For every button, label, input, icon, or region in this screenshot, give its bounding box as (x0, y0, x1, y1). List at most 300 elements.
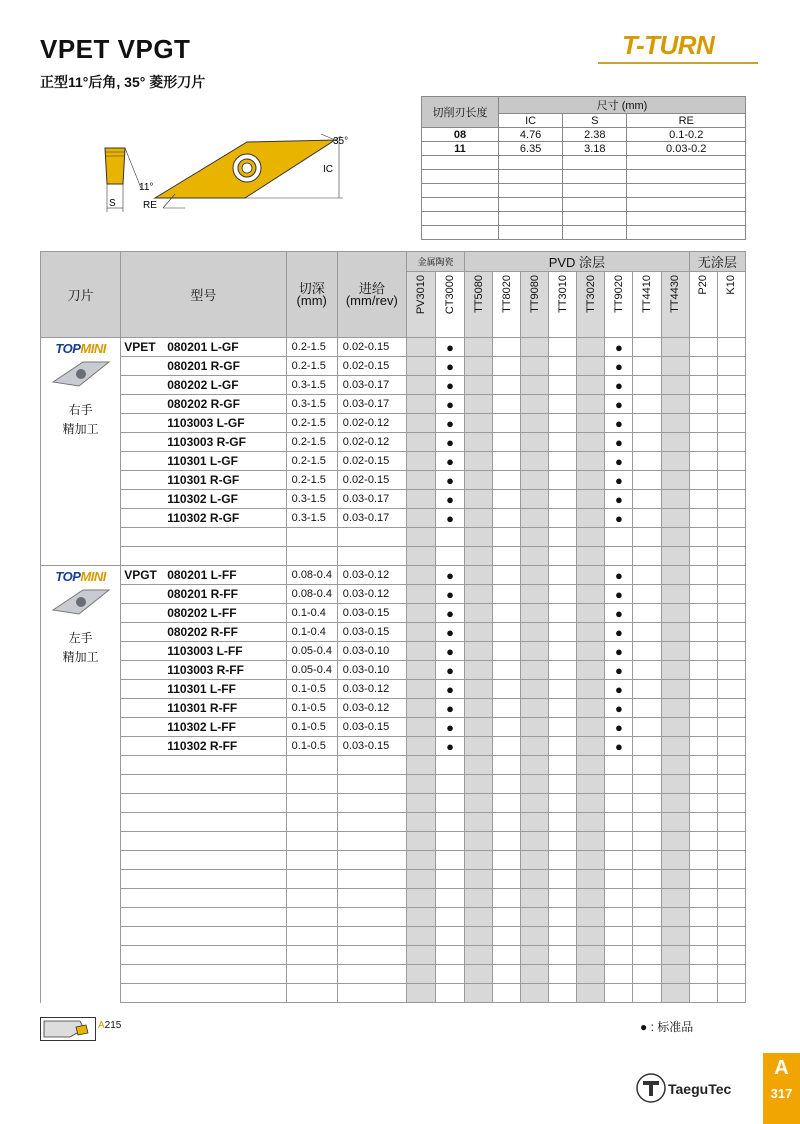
grade-cell: ● (436, 737, 465, 756)
grade-cell (549, 433, 577, 452)
model-cell: VPGT 080201 L-FF (121, 566, 286, 585)
grade-cell (465, 908, 493, 927)
grade-cell (661, 338, 689, 357)
grade-cell (633, 889, 661, 908)
grade-cell (465, 338, 493, 357)
grade-cell (465, 433, 493, 452)
grade-cell (717, 452, 745, 471)
grade-cell (661, 832, 689, 851)
grade-cell (605, 927, 633, 946)
grade-cell (493, 908, 521, 927)
grade-cell (661, 566, 689, 585)
grade-cell (577, 889, 605, 908)
grade-cell (521, 490, 549, 509)
feed-cell (337, 851, 406, 870)
grade-cell (465, 547, 493, 566)
model-cell: 110302 L-FF (121, 718, 286, 737)
grade-cell (689, 946, 717, 965)
grade-cell (521, 585, 549, 604)
table-row (41, 509, 746, 528)
feed-cell (337, 775, 406, 794)
grade-cell: ● (605, 737, 633, 756)
grade-cell (661, 604, 689, 623)
insert-photo-icon (49, 356, 113, 392)
grade-cell (689, 547, 717, 566)
grade-cell (633, 851, 661, 870)
group-cermet: 金属陶瓷 (406, 252, 464, 272)
grade-cell (717, 756, 745, 775)
grade-cell (521, 547, 549, 566)
grade-cell (406, 471, 435, 490)
grade-cell (717, 585, 745, 604)
grade-cell (493, 946, 521, 965)
grade-cell (406, 604, 435, 623)
grade-cell (436, 908, 465, 927)
grade-cell (493, 528, 521, 547)
dim-row-empty (422, 170, 746, 184)
grade-cell (689, 737, 717, 756)
grade-cell (661, 661, 689, 680)
grade-cell (577, 585, 605, 604)
feed-cell: 0.02-0.15 (337, 452, 406, 471)
grade-cell (717, 832, 745, 851)
grade-cell (406, 642, 435, 661)
table-row-empty (41, 984, 746, 1003)
grade-cell (549, 927, 577, 946)
depth-cell: 0.1-0.4 (286, 604, 337, 623)
feed-cell: 0.03-0.15 (337, 623, 406, 642)
grade-cell (717, 509, 745, 528)
model-cell (121, 813, 286, 832)
grade-cell (406, 376, 435, 395)
grade-cell (717, 338, 745, 357)
model-cell (121, 756, 286, 775)
grade-cell (406, 927, 435, 946)
grade-cell (549, 471, 577, 490)
grade-header: TT5080 (465, 272, 493, 338)
grade-cell (577, 908, 605, 927)
grade-cell (521, 661, 549, 680)
model-cell: 080201 R-FF (121, 585, 286, 604)
grade-cell (521, 927, 549, 946)
grade-cell (549, 414, 577, 433)
grade-cell (521, 775, 549, 794)
grade-cell (661, 528, 689, 547)
depth-cell: 0.3-1.5 (286, 376, 337, 395)
grade-cell (406, 661, 435, 680)
grade-cell (633, 794, 661, 813)
grade-cell (689, 395, 717, 414)
grade-cell (521, 946, 549, 965)
grade-cell (577, 604, 605, 623)
grade-cell (493, 604, 521, 623)
grade-cell (406, 718, 435, 737)
grade-cell (717, 908, 745, 927)
feed-cell: 0.03-0.15 (337, 737, 406, 756)
grade-cell (406, 357, 435, 376)
group-pvd: PVD 涂层 (465, 252, 690, 272)
grade-cell (465, 566, 493, 585)
depth-cell: 0.3-1.5 (286, 509, 337, 528)
grade-cell (521, 604, 549, 623)
feed-cell (337, 547, 406, 566)
grade-header: P20 (689, 272, 717, 338)
grade-cell (689, 661, 717, 680)
insert-photo-icon (49, 584, 113, 620)
grade-cell (436, 794, 465, 813)
grade-cell (717, 680, 745, 699)
grade-cell (406, 908, 435, 927)
grade-cell (493, 357, 521, 376)
grade-cell (577, 509, 605, 528)
grade-cell (465, 661, 493, 680)
dim-sub-ic: IC (499, 114, 563, 128)
grade-cell (549, 642, 577, 661)
grade-header: CT3000 (436, 272, 465, 338)
grade-cell (465, 395, 493, 414)
grade-cell (661, 376, 689, 395)
grade-cell (717, 547, 745, 566)
model-cell (121, 870, 286, 889)
grade-cell (633, 623, 661, 642)
topmini-badge: TOPMINI (55, 569, 106, 584)
grade-cell (661, 870, 689, 889)
label-ic: IC (323, 164, 333, 175)
grade-cell: ● (605, 699, 633, 718)
grade-cell (577, 775, 605, 794)
grade-cell (493, 851, 521, 870)
grade-header: TT3010 (549, 272, 577, 338)
feed-cell (337, 756, 406, 775)
grade-cell (406, 775, 435, 794)
table-row (41, 490, 746, 509)
grade-cell (661, 699, 689, 718)
grade-cell (493, 338, 521, 357)
grade-cell (605, 832, 633, 851)
grade-cell (689, 699, 717, 718)
feed-cell (337, 946, 406, 965)
grade-cell (406, 585, 435, 604)
label-re: RE (143, 200, 157, 211)
grade-cell (605, 984, 633, 1003)
grade-cell (549, 832, 577, 851)
insert-application: 左手 精加工 (62, 631, 99, 664)
grade-cell (717, 946, 745, 965)
grade-cell (661, 452, 689, 471)
taegutec-logo-icon (636, 1073, 666, 1103)
grade-cell (577, 566, 605, 585)
grade-cell: ● (436, 680, 465, 699)
grade-cell (577, 490, 605, 509)
model-cell (121, 984, 286, 1003)
model-cell: 1103003 L-GF (121, 414, 286, 433)
table-row (41, 338, 746, 357)
grade-cell (717, 699, 745, 718)
depth-cell: 0.08-0.4 (286, 566, 337, 585)
grade-cell (406, 623, 435, 642)
grade-cell (493, 661, 521, 680)
insert-side-view (105, 148, 125, 184)
grade-cell (717, 870, 745, 889)
grade-cell (689, 338, 717, 357)
grade-cell (633, 338, 661, 357)
grade-cell (436, 946, 465, 965)
depth-cell (286, 528, 337, 547)
topmini-badge: TOPMINI (55, 341, 106, 356)
table-row-empty (41, 528, 746, 547)
feed-cell: 0.03-0.12 (337, 699, 406, 718)
grade-cell (549, 357, 577, 376)
grade-cell (465, 623, 493, 642)
depth-cell: 0.2-1.5 (286, 338, 337, 357)
grade-cell (549, 395, 577, 414)
grade-cell (661, 851, 689, 870)
grade-cell (521, 528, 549, 547)
grade-cell (493, 452, 521, 471)
grade-cell (436, 775, 465, 794)
grade-cell (661, 927, 689, 946)
grade-cell (521, 452, 549, 471)
grade-cell (493, 813, 521, 832)
grade-cell (661, 737, 689, 756)
grade-cell (549, 585, 577, 604)
grade-cell (633, 965, 661, 984)
label-angle-top: 35° (333, 136, 349, 147)
grade-cell (465, 357, 493, 376)
depth-cell (286, 775, 337, 794)
grade-cell (717, 813, 745, 832)
grade-cell (436, 889, 465, 908)
grade-cell (689, 832, 717, 851)
grade-cell (521, 471, 549, 490)
model-cell: 1103003 L-FF (121, 642, 286, 661)
feed-cell: 0.02-0.15 (337, 471, 406, 490)
grade-cell: ● (436, 376, 465, 395)
grade-cell (661, 623, 689, 642)
grade-cell (689, 984, 717, 1003)
grade-cell (717, 623, 745, 642)
grade-header: K10 (717, 272, 745, 338)
grade-cell (633, 737, 661, 756)
grade-cell (465, 604, 493, 623)
label-angle-side: 11° (139, 182, 154, 193)
feed-cell: 0.03-0.17 (337, 376, 406, 395)
grade-cell (661, 965, 689, 984)
grade-cell (717, 794, 745, 813)
grade-cell (577, 965, 605, 984)
grade-cell (436, 870, 465, 889)
grade-header: TT3020 (577, 272, 605, 338)
grade-cell (549, 661, 577, 680)
grade-cell (661, 984, 689, 1003)
grade-cell (661, 509, 689, 528)
grade-cell (406, 737, 435, 756)
model-cell: 080202 R-GF (121, 395, 286, 414)
grade-cell (689, 908, 717, 927)
depth-cell (286, 889, 337, 908)
model-cell: 110301 R-FF (121, 699, 286, 718)
grade-cell: ● (605, 680, 633, 699)
grade-cell (633, 357, 661, 376)
grade-cell (633, 604, 661, 623)
grade-cell (549, 528, 577, 547)
grade-cell (406, 699, 435, 718)
depth-cell (286, 547, 337, 566)
grade-cell (465, 699, 493, 718)
grade-cell (689, 604, 717, 623)
grade-cell (406, 851, 435, 870)
grade-cell (493, 509, 521, 528)
grade-cell (689, 718, 717, 737)
depth-cell: 0.2-1.5 (286, 433, 337, 452)
model-cell: 110302 R-FF (121, 737, 286, 756)
grade-cell (577, 452, 605, 471)
grade-cell (549, 813, 577, 832)
grade-cell (717, 851, 745, 870)
depth-cell: 0.1-0.5 (286, 718, 337, 737)
grade-cell (633, 699, 661, 718)
feed-cell: 0.03-0.15 (337, 604, 406, 623)
depth-cell (286, 794, 337, 813)
grade-cell (493, 547, 521, 566)
grade-cell: ● (436, 471, 465, 490)
grade-cell (493, 737, 521, 756)
grade-cell (577, 680, 605, 699)
model-cell: 110301 L-FF (121, 680, 286, 699)
grade-cell (493, 927, 521, 946)
grade-cell (689, 756, 717, 775)
grade-cell (406, 338, 435, 357)
grade-cell: ● (605, 452, 633, 471)
grade-cell: ● (436, 338, 465, 357)
grade-cell: ● (605, 604, 633, 623)
grade-cell (406, 680, 435, 699)
grade-cell (689, 528, 717, 547)
page-tab (763, 1053, 800, 1124)
grade-cell (633, 547, 661, 566)
grade-cell (605, 889, 633, 908)
grade-cell (549, 699, 577, 718)
depth-cell: 0.1-0.5 (286, 680, 337, 699)
feed-cell: 0.02-0.15 (337, 338, 406, 357)
model-cell: 080201 R-GF (121, 357, 286, 376)
grade-cell: ● (436, 414, 465, 433)
grade-cell: ● (605, 566, 633, 585)
grade-cell (577, 623, 605, 642)
grade-cell (633, 509, 661, 528)
grade-cell (661, 433, 689, 452)
grade-cell (406, 490, 435, 509)
grade-cell (406, 965, 435, 984)
grade-cell (406, 547, 435, 566)
grade-cell: ● (436, 452, 465, 471)
grade-cell (406, 756, 435, 775)
grade-cell (549, 604, 577, 623)
grade-cell: ● (436, 395, 465, 414)
dimension-table (421, 96, 746, 240)
dim-sub-re: RE (627, 114, 746, 128)
grade-cell (717, 357, 745, 376)
feed-cell (337, 965, 406, 984)
model-cell: 1103003 R-GF (121, 433, 286, 452)
grade-cell (493, 699, 521, 718)
grade-cell (465, 870, 493, 889)
grade-cell (717, 965, 745, 984)
grade-cell (465, 528, 493, 547)
table-row (41, 414, 746, 433)
grade-cell (465, 718, 493, 737)
grade-cell: ● (605, 623, 633, 642)
grade-cell (605, 756, 633, 775)
grade-cell (689, 509, 717, 528)
grade-cell (436, 547, 465, 566)
grade-cell (493, 376, 521, 395)
grade-cell (549, 851, 577, 870)
grade-cell: ● (605, 433, 633, 452)
grade-cell (493, 490, 521, 509)
grade-cell (465, 984, 493, 1003)
feed-cell: 0.03-0.15 (337, 718, 406, 737)
grade-cell (521, 984, 549, 1003)
feed-cell: 0.03-0.17 (337, 490, 406, 509)
reference-toolholder-icon (40, 1017, 96, 1041)
grade-cell (717, 414, 745, 433)
feed-cell (337, 870, 406, 889)
feed-cell (337, 908, 406, 927)
grade-cell (549, 547, 577, 566)
table-row-empty (41, 813, 746, 832)
grade-cell (605, 813, 633, 832)
grade-cell (661, 680, 689, 699)
grade-cell (689, 813, 717, 832)
grade-cell (577, 927, 605, 946)
page-subtitle: 正型11°后角, 35° 菱形刀片 (40, 74, 206, 90)
model-cell (121, 547, 286, 566)
grade-header: TT4410 (633, 272, 661, 338)
grade-cell (577, 794, 605, 813)
grade-cell (577, 376, 605, 395)
grade-cell (661, 775, 689, 794)
grade-cell (689, 490, 717, 509)
feed-cell: 0.03-0.12 (337, 680, 406, 699)
grade-cell: ● (605, 585, 633, 604)
grade-cell (521, 699, 549, 718)
grade-cell (493, 870, 521, 889)
table-row-empty (41, 870, 746, 889)
feed-cell (337, 813, 406, 832)
grade-cell: ● (436, 718, 465, 737)
grade-cell (465, 452, 493, 471)
grade-cell (605, 870, 633, 889)
insert-application: 右手 精加工 (62, 403, 99, 436)
grade-cell (436, 832, 465, 851)
grade-cell (689, 870, 717, 889)
grade-cell (521, 509, 549, 528)
grade-cell (406, 433, 435, 452)
feed-cell: 0.03-0.17 (337, 395, 406, 414)
grade-cell (661, 357, 689, 376)
grade-cell (633, 775, 661, 794)
grade-cell: ● (436, 661, 465, 680)
model-cell: 080202 R-FF (121, 623, 286, 642)
grade-cell (549, 338, 577, 357)
grade-cell (406, 528, 435, 547)
grade-cell (406, 813, 435, 832)
grade-cell (633, 908, 661, 927)
feed-cell: 0.02-0.15 (337, 357, 406, 376)
grade-cell (406, 566, 435, 585)
grade-cell (717, 927, 745, 946)
